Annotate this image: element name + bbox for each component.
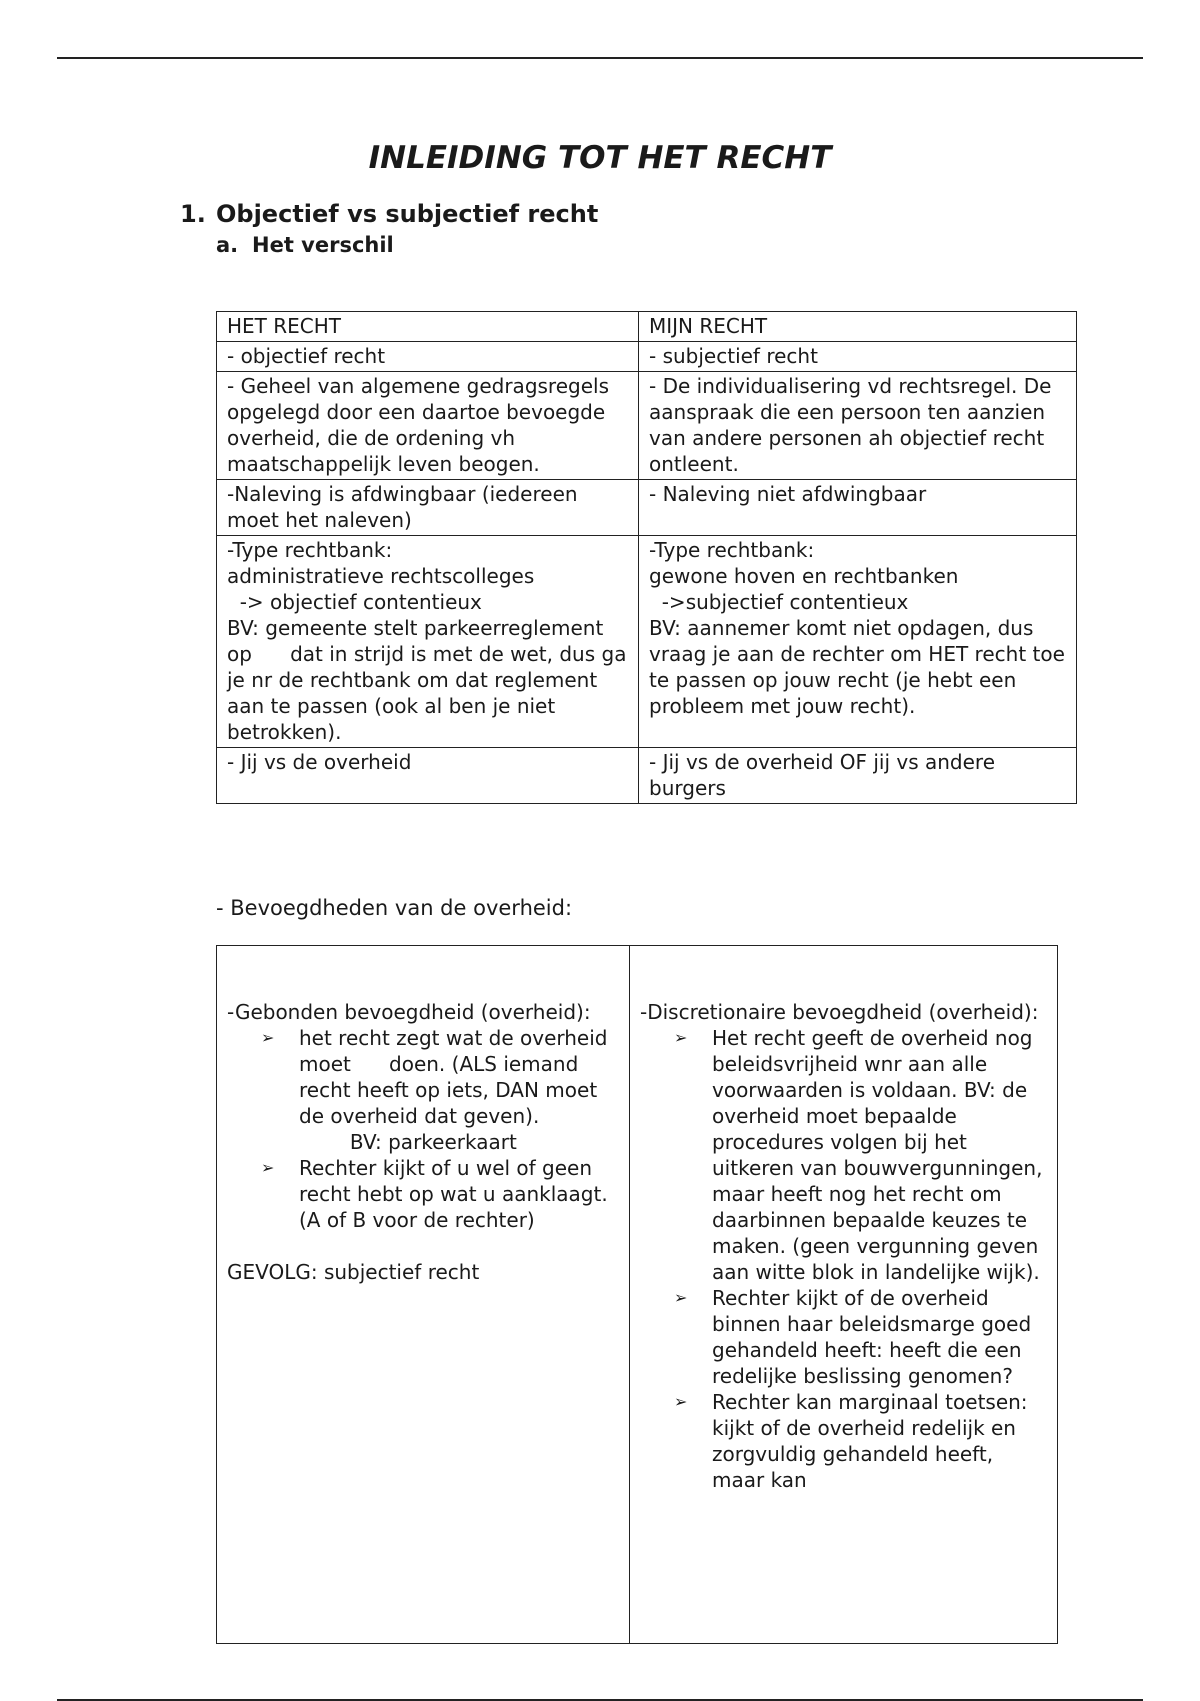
table-row (217, 946, 1058, 1644)
table-cell: -Type rechtbank: gewone hoven en rechtbanken ->subjectief contentieux BV: aannemer komt niet opdagen, dus vraag je aan de rechter om HET recht toe te passen op jouw recht (je hebt een probleem met jouw recht). (639, 536, 1077, 748)
arrowhead-bullet-icon: ➢ (674, 1028, 688, 1047)
section-heading (180, 200, 598, 228)
section-number: 1. (180, 200, 206, 228)
table-cell: HET RECHT (217, 312, 639, 342)
list-item-text: Rechter kijkt of de overheid binnen haar beleidsmarge goed gehandeld heeft: heeft die een redelijke beslissing genomen? (712, 1286, 1038, 1388)
discretionary-power-heading: -Discretionaire bevoegdheid (overheid): (640, 1000, 1039, 1024)
table-cell: - Naleving niet afdwingbaar (639, 480, 1077, 536)
subsection-number: a. (216, 233, 239, 257)
table-cell: - Geheel van algemene gedragsregels opgelegd door een daartoe bevoegde overheid, die de ordening vh maatschappelijk leven beogen. (217, 372, 639, 480)
list-item (674, 1285, 1048, 1389)
table-cell: - Jij vs de overheid OF jij vs andere burgers (639, 748, 1077, 804)
table-cell: -Naleving is afdwingbaar (iedereen moet het naleven) (217, 480, 639, 536)
table-row (217, 748, 1077, 804)
bound-power-result: GEVOLG: subjectief recht (227, 1260, 480, 1284)
page-top-rule (57, 57, 1143, 59)
table-cell: - Jij vs de overheid (217, 748, 639, 804)
table-row (217, 536, 1077, 748)
table-cell: MIJN RECHT (639, 312, 1077, 342)
table-cell: -Type rechtbank: administratieve rechtscolleges -> objectief contentieux BV: gemeente stelt parkeerreglement op dat in strijd is met de wet, dus ga je nr de rechtbank om dat reglement aan te passen (ook al ben je niet betrokken). (217, 536, 639, 748)
bound-power-list (227, 1025, 620, 1233)
arrowhead-bullet-icon: ➢ (261, 1158, 275, 1177)
table-cell: - objectief recht (217, 342, 639, 372)
powers-table (216, 945, 1058, 1644)
table-row (217, 342, 1077, 372)
table-cell: - subjectief recht (639, 342, 1077, 372)
arrowhead-bullet-icon: ➢ (261, 1028, 275, 1047)
list-item (674, 1025, 1049, 1285)
section-text: Objectief vs subjectief recht (216, 200, 599, 228)
arrowhead-bullet-icon: ➢ (674, 1392, 688, 1411)
bound-power-cell (217, 946, 630, 1644)
table-row (217, 312, 1077, 342)
discretionary-power-cell (630, 946, 1058, 1644)
arrowhead-bullet-icon: ➢ (674, 1288, 688, 1307)
subsection-text: Het verschil (252, 233, 394, 257)
table-row (217, 480, 1077, 536)
discretionary-power-list (640, 1025, 1048, 1493)
subsection-heading (216, 233, 394, 257)
table-cell: - De individualisering vd rechtsregel. De aanspraak die een persoon ten aanzien van andere personen ah objectief recht ontleent. (639, 372, 1077, 480)
list-item-text: Het recht geeft de overheid nog beleidsvrijheid wnr aan alle voorwaarden is voldaan. BV: de overheid moet bepaalde procedures volgen bij het uitkeren van bouwvergunningen, maar heeft nog het recht om daarbinnen bepaalde keuzes te maken. (geen vergunning geven aan witte blok in landelijke wijk). (712, 1026, 1049, 1284)
powers-label: - Bevoegdheden van de overheid: (216, 896, 573, 920)
bound-power-heading: -Gebonden bevoegdheid (overheid): (227, 1000, 591, 1024)
list-item-text: Rechter kan marginaal toetsen: kijkt of de overheid redelijk en zorgvuldig gehandeld heeft, maar kan (712, 1390, 1034, 1492)
document-title: INLEIDING TOT HET RECHT (368, 140, 832, 176)
list-item (261, 1155, 620, 1233)
table-row (217, 372, 1077, 480)
list-item (674, 1389, 1048, 1493)
list-item-text: Rechter kijkt of u wel of geen recht hebt op wat u aanklaagt. (A of B voor de rechter) (299, 1156, 615, 1232)
list-item (261, 1025, 620, 1155)
list-item-text: het recht zegt wat de overheid moet doen. (ALS iemand recht heeft op iets, DAN moet de overheid dat geven). BV: parkeerkaart (299, 1026, 608, 1154)
comparison-table (216, 311, 1077, 804)
